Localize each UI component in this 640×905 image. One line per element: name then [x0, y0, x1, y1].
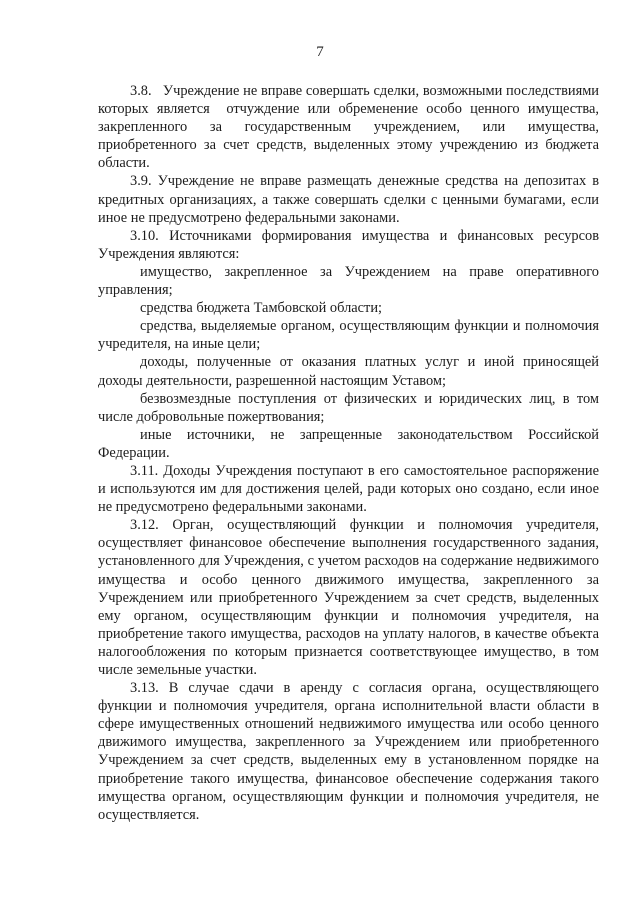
list-item-budget: средства бюджета Тамбовской области; — [140, 300, 383, 317]
document-body — [98, 82, 599, 824]
list-item-targeted-funds: средства, выделяемые органом, осуществляющим функции и полномочия учредителя, на иные цели; — [98, 318, 599, 353]
list-item-donations: безвозмездные поступления от физических и юридических лиц, в том числе добровольные пожертвования; — [98, 390, 599, 425]
paragraph-3-11: 3.11. Доходы Учреждения поступают в его самостоятельное распоряжение и используются им для достижения целей, ради которых оно создано, если иное не предусмотрено федеральными законами. — [98, 462, 599, 516]
paragraph-3-9: 3.9. Учреждение не вправе размещать денежные средства на депозитах в кредитных организациях, а также совершать сделки с ценными бумагами, если иное не предусмотрено федеральными законами. — [98, 173, 599, 226]
paragraph-3-12: 3.12. Орган, осуществляющий функции и полномочия учредителя, осуществляет финансовое обеспечение выполнения государственного задания, установленного для Учреждения, с учетом расходов на содержание недвижимого имущества и особо ценного движимого имущества, закрепленного за Учреждением или приобретенного Учреждением за счет средств, выделенных ему органом, осуществляющим функции и полномочия учредителя, на приобретение такого имущества, расходов на уплату налогов, в качестве объекта налогообложения по которым признается соответствующее имущество, в том числе земельные участки. — [98, 517, 599, 678]
paragraph-3-8: 3.8. Учреждение не вправе совершать сделки, возможными последствиями которых является отчуждение или обременение особо ценного имущества, закрепленного за государственным учреждением, или имущества, приобретенного за счет средств, выделенных этому учреждению из бюджета области. — [98, 83, 599, 172]
paragraph-3-10: 3.10. Источниками формирования имущества и финансовых ресурсов Учреждения являются: — [98, 227, 599, 262]
page-number: 7 — [316, 44, 324, 60]
paragraph-3-13: 3.13. В случае сдачи в аренду с согласия органа, осуществляющего функции и полномочия учредителя, органа исполнительной власти области в сфере имущественных отношений недвижимого имущества или особо ценного движимого имущества, закрепленного за Учреждением или приобретенного Учреждением за счет средств, выделенных ему в установленном порядке на приобретение такого имущества, финансовое обеспечение содержания такого имущества органом, осуществляющим функции и полномочия учредителя, не осуществляется. — [98, 680, 599, 823]
list-item-paid-services: доходы, полученные от оказания платных услуг и иной приносящей доходы деятельности, разрешенной настоящим Уставом; — [98, 354, 599, 389]
list-item-other-sources: иные источники, не запрещенные законодательством Российской Федерации. — [98, 426, 599, 461]
list-item-property: имущество, закрепленное за Учреждением на праве оперативного управления; — [98, 263, 599, 299]
